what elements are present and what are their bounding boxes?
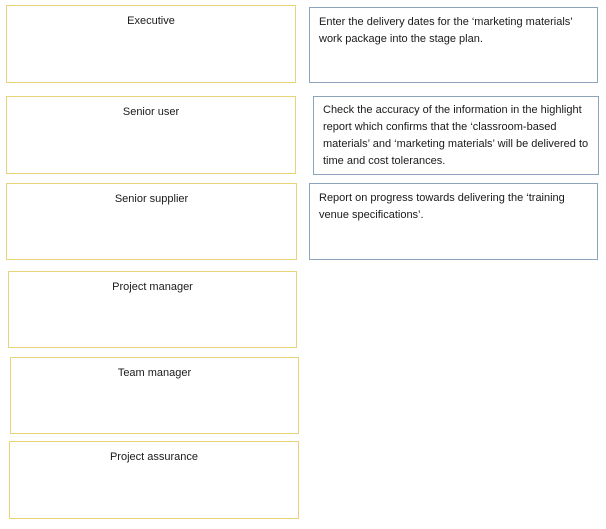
role-box-team-manager[interactable] bbox=[10, 357, 299, 434]
role-box-senior-supplier[interactable] bbox=[6, 183, 297, 260]
role-box-project-manager[interactable] bbox=[8, 271, 297, 348]
role-label: Senior user bbox=[122, 106, 180, 118]
task-box-2[interactable] bbox=[313, 96, 599, 175]
task-text: Enter the delivery dates for the ‘marketing materials’ work package into the stage plan. bbox=[319, 16, 573, 45]
role-box-project-assurance[interactable] bbox=[9, 441, 299, 519]
role-label: Project assurance bbox=[109, 451, 199, 463]
role-box-executive[interactable] bbox=[6, 5, 296, 83]
task-text: Check the accuracy of the information in the highlight report which confirms that the ‘classroom-based materials’ and ‘marketing materials’ will be delivered to time and cost tolerances. bbox=[323, 104, 589, 167]
task-box-1[interactable] bbox=[309, 7, 598, 83]
role-box-senior-user[interactable] bbox=[6, 96, 296, 174]
role-label: Senior supplier bbox=[114, 193, 189, 205]
task-text: Report on progress towards delivering the ‘training venue specifications’. bbox=[319, 192, 565, 221]
role-label: Project manager bbox=[112, 281, 193, 293]
role-label: Team manager bbox=[117, 367, 192, 379]
role-label: Executive bbox=[127, 15, 175, 27]
task-box-3[interactable] bbox=[309, 183, 598, 260]
